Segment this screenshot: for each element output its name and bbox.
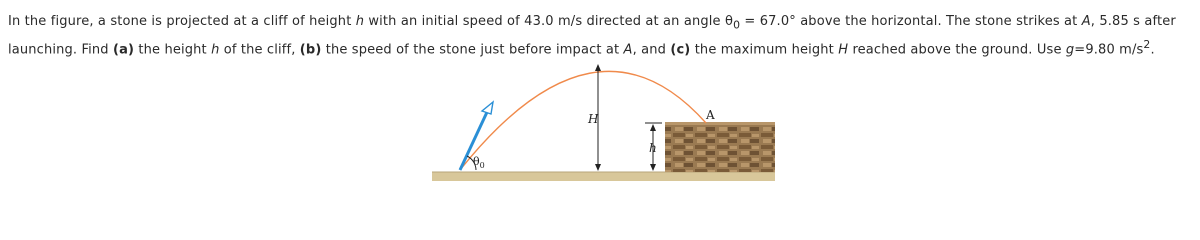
h-arrowhead-top — [650, 124, 656, 131]
problem-text-part: the maximum height — [690, 41, 839, 57]
problem-text — [8, 12, 1196, 59]
units-superscript: 2 — [1143, 37, 1151, 51]
problem-text-part: , 5.85 s after launching. Find — [8, 14, 1176, 57]
projectile-figure — [430, 60, 775, 188]
H-label: H — [588, 112, 599, 126]
H-arrowhead-top — [595, 64, 601, 71]
var-h: h — [211, 41, 220, 57]
part-a-label: (a) — [112, 41, 135, 57]
theta-subscript: 0 — [733, 18, 741, 32]
part-b-label: (b) — [299, 41, 322, 57]
problem-text-part: . — [1150, 41, 1155, 57]
problem-text-part: In the figure, a stone is projected at a cliff of height — [8, 14, 356, 29]
ground — [432, 172, 775, 181]
problem-text-part: the speed of the stone just before impact at — [321, 41, 624, 57]
var-g: g — [1065, 41, 1075, 57]
problem-text-part: reached above the ground. Use — [848, 41, 1066, 57]
velocity-arrowhead — [482, 102, 493, 114]
projectile-diagram — [430, 60, 775, 188]
problem-text-part: the height — [134, 41, 212, 57]
cliff — [665, 122, 775, 172]
problem-text-part: with an initial speed of 43.0 m/s directed at an angle θ — [364, 14, 734, 29]
problem-text-part: of the cliff, — [219, 41, 300, 57]
h-label: h — [649, 141, 657, 155]
cliff-top — [665, 122, 775, 125]
A-label: A — [706, 108, 715, 122]
theta-label: $\theta_0$ — [473, 155, 485, 170]
problem-text-part: =9.80 m/s — [1074, 41, 1144, 57]
var-h: h — [355, 14, 365, 29]
H-arrowhead-bottom — [595, 164, 601, 171]
var-A: A — [1081, 14, 1091, 29]
part-c-label: (c) — [670, 41, 691, 57]
h-arrowhead-bottom — [650, 164, 656, 171]
var-A: A — [623, 41, 633, 57]
problem-text-part: , and — [632, 41, 671, 57]
problem-text-part: = 67.0° above the horizontal. The stone strikes at — [740, 14, 1082, 29]
var-H: H — [838, 41, 849, 57]
